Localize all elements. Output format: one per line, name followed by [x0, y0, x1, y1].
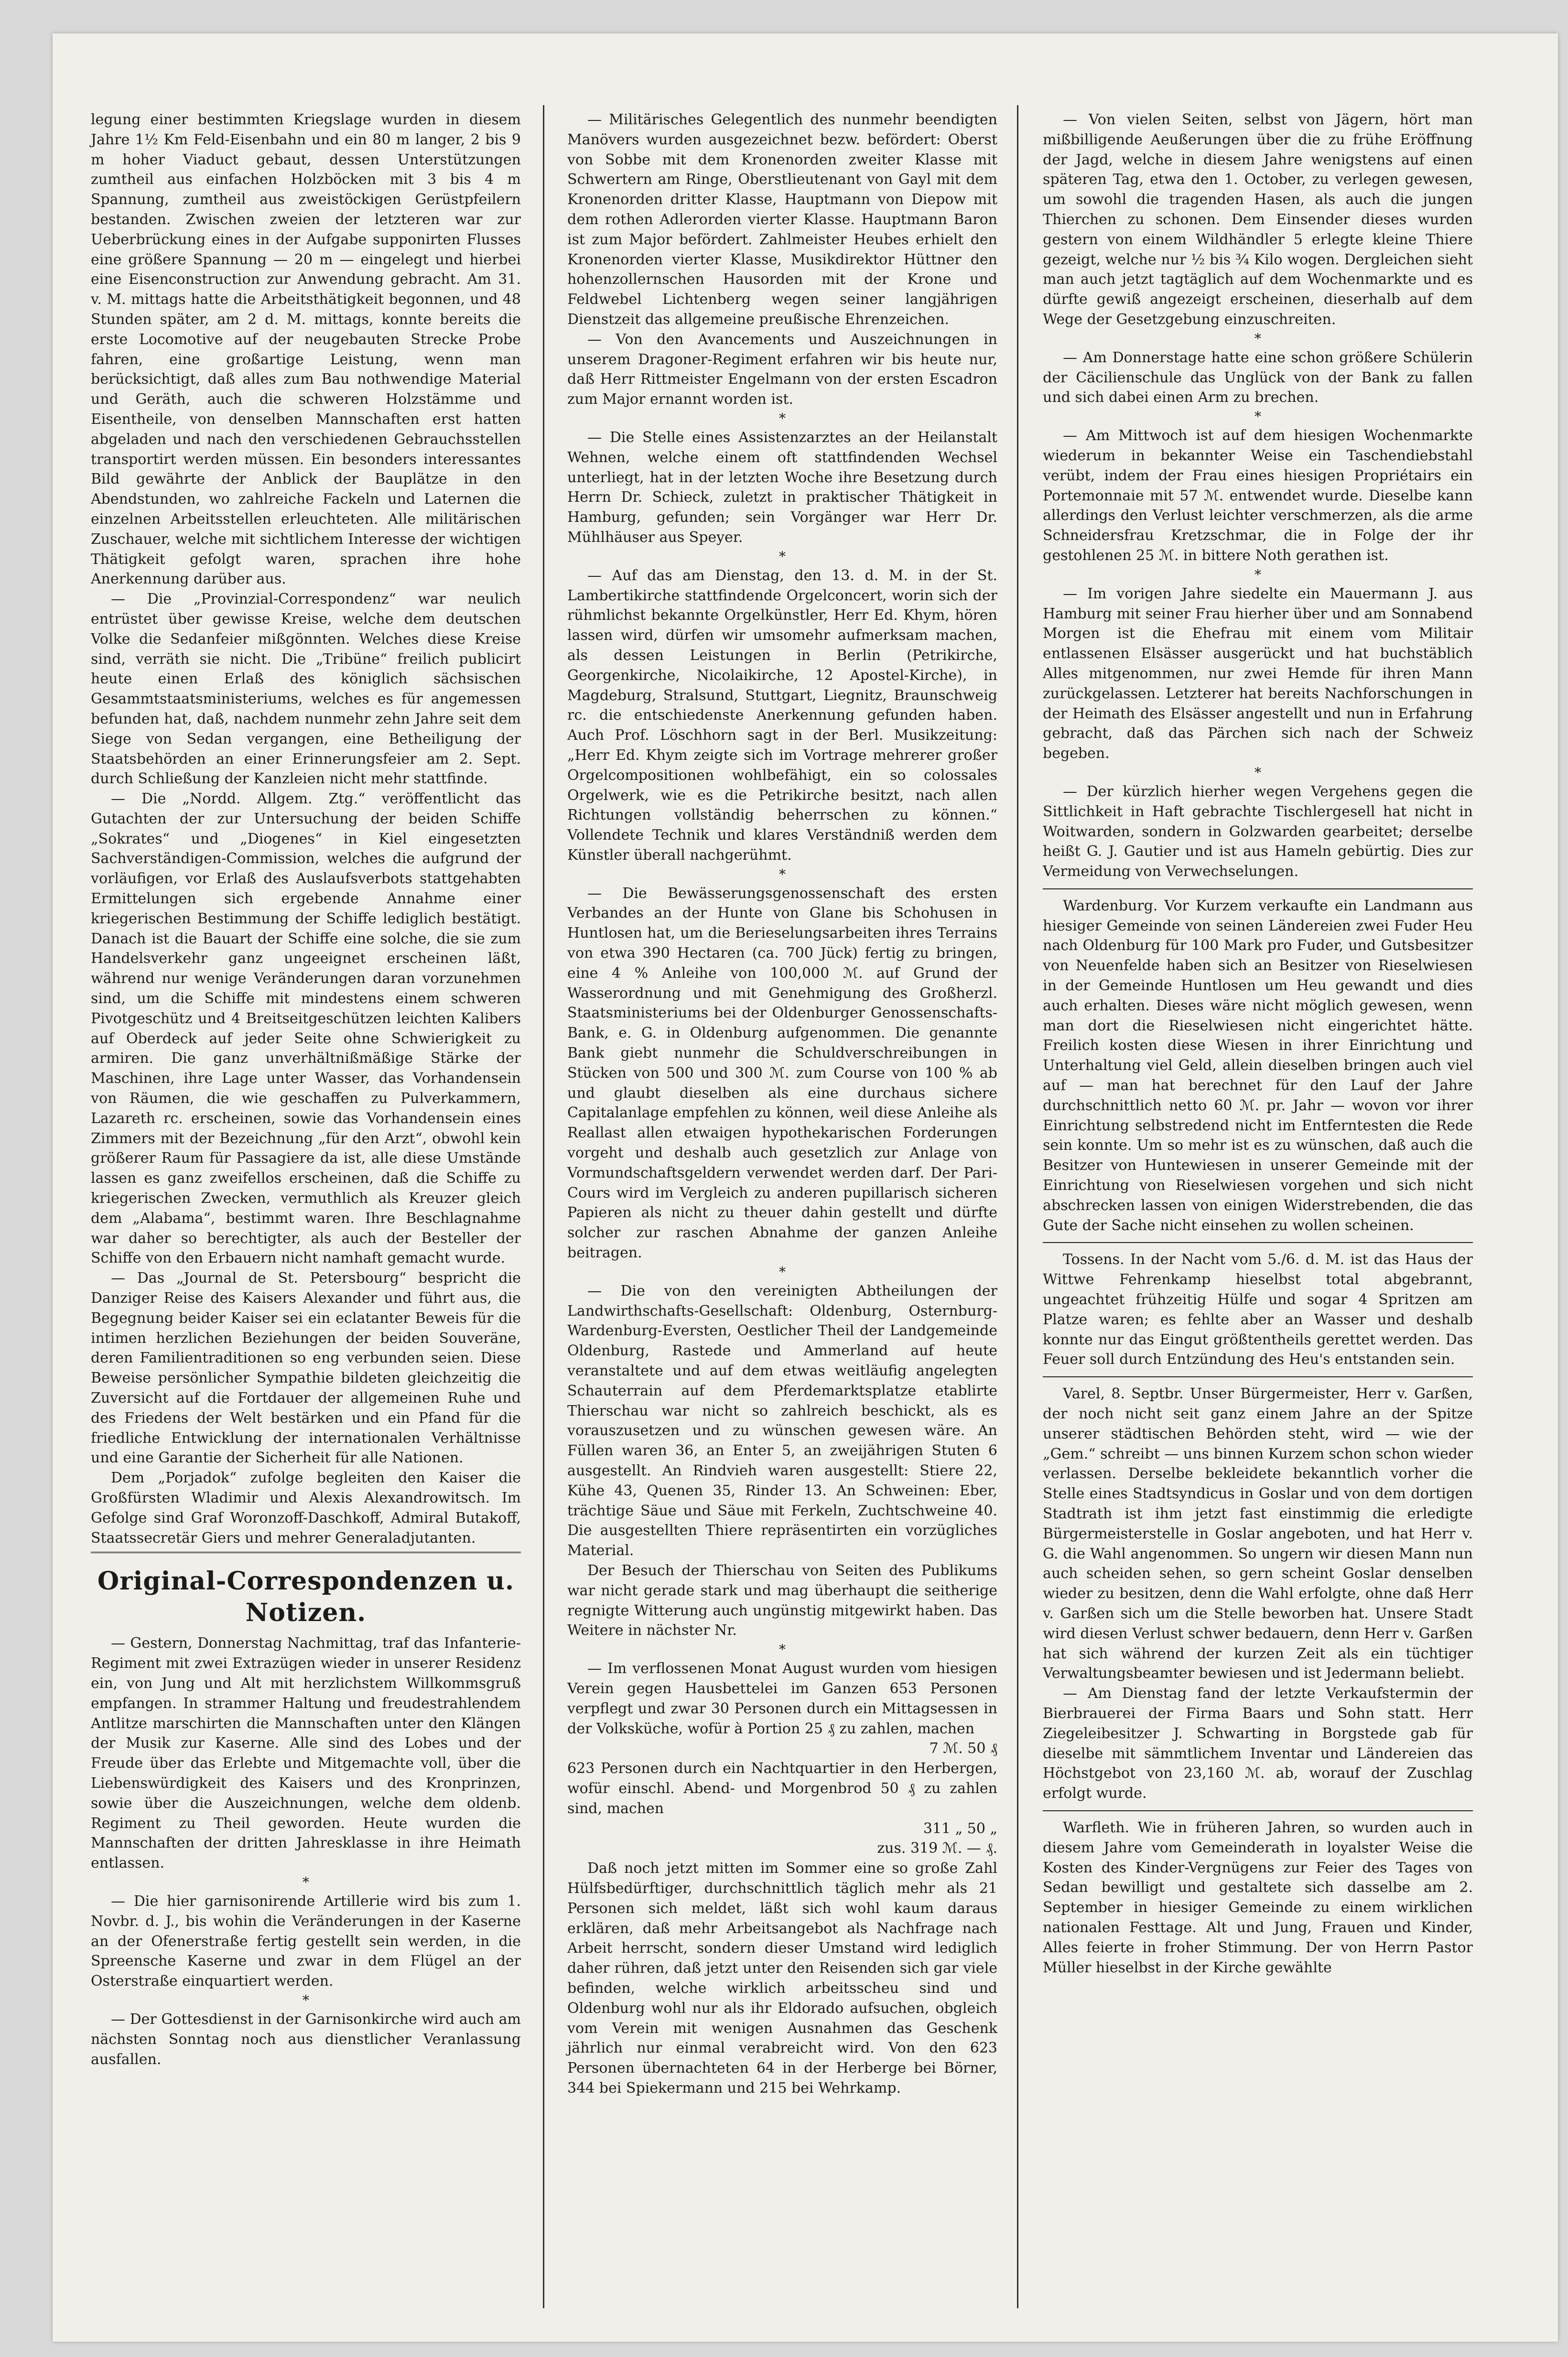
ledger-amount: 311 „ 50 „	[923, 1820, 997, 1837]
article-paragraph: — Im verflossenen Monat August wurden vom hiesigen Verein gegen Hausbettelei im Ganzen 653 Personen verpflegt und zwar 30 Personen durch ein Mittagsessen in der Volksküche, wofür à Portion 25 ₰ zu zahlen, machen	[567, 1660, 997, 1737]
article-divider	[1043, 1810, 1473, 1811]
newspaper-page	[53, 33, 1558, 2342]
article-paragraph: — Die „Nordd. Allgem. Ztg.“ veröffentlicht das Gutachten der zur Untersuchung der beiden Schiffe „Sokrates“ und „Diogenes“ in Kiel eingesetzten Sachverständigen-Commission, welches die aufgrund der vorläufigen, vor Erlaß des Auslaufsverbots stattgehabten Ermittelungen sich ergebende Annahme einer kriegerischen Bestimmung der Schiffe lediglich bestätigt. Danach ist die Bauart der Schiffe eine solche, die sie zum Handelsverkehr ganz ungeeignet erscheinen läßt, während nur wenige Veränderungen daran vorzunehmen sind, um die Schiffe mit mindestens einem schweren Pivotgeschütz und 4 Breitseitgeschützen leichten Kalibers auf Oberdeck auf jeder Seite ohne Schwierigkeit zu armiren. Die ganz unverhältnißmäßige Stärke der Maschinen, ihre Lage unter Wasser, das Vorhandensein von Räumen, die wie geschaffen zu Pulverkammern, Lazareth rc. erscheinen, sowie das Vorhandensein eines Zimmers mit der Bezeichnung „für den Arzt“, obwohl kein größerer Raum für Passagiere da ist, alle diese Umstände lassen es ganz zweifellos erscheinen, daß die Schiffe zu kriegerischen Zwecken, vermuthlich als Kreuzer gleich dem „Alabama“, bestimmt waren. Ihre Beschlagnahme war daher so berechtigter, als auch der Besteller der Schiffe von den Erbauern nicht namhaft gemacht wurde.	[91, 790, 521, 1267]
article-divider	[1043, 1242, 1473, 1243]
article-paragraph: Dem „Porjadok“ zufolge begleiten den Kaiser die Großfürsten Wladimir und Alexis Alexandrowitsch. Im Gefolge sind Graf Woronzoff-Daschkoff, Admiral Butakoff, Staatssecretär Giers und mehrer Generaladjutanten.	[91, 1470, 521, 1546]
article-paragraph: — Die Bewässerungsgenossenschaft des ersten Verbandes an der Hunte von Glane bis Schohusen in Huntlosen hat, um die Berieselungsarbeiten ihres Terrains von etwa 390 Hectaren (ca. 700 Jück) fertig zu bringen, eine 4 % Anleihe von 100,000 ℳ. auf Grund der Wasserordnung und mit Genehmigung des Großherzl. Staatsministeriums bei der Oldenburger Genossenschafts-Bank, e. G. in Oldenburg aufgenommen. Die genannte Bank giebt nunmehr die Schuldverschreibungen in Stücken von 500 und 300 ℳ. zum Course von 100 % ab und glaubt dieselben als eine durchaus sichere Capitalanlage empfehlen zu können, weil diese Anleihe als Reallast allen etwaigen hypothekarischen Forderungen vorgeht und deshalb auch gesetzlich zur Anlage von Vormundschaftsgeldern verwendet werden darf. Der Pari-Cours wird im Vergleich zu anderen pupillarisch sicheren Papieren als nicht zu theuer dahin gestellt und dürfte solcher zur raschen Abnahme der ganzen Anleihe beitragen.	[567, 885, 997, 1262]
article-paragraph: — Von den Avancements und Auszeichnungen in unserem Dragoner-Regiment erfahren wir bis heute nur, daß Herr Rittmeister Engelmann von der ersten Escadron zum Major ernannt worden ist.	[567, 331, 997, 408]
article-paragraph: — Die Stelle eines Assistenzarztes an der Heilanstalt Wehnen, welche einem oft stattfindenden Wechsel unterliegt, hat in der letzten Woche ihre Besetzung durch Herrn Dr. Schieck, zuletzt in praktischer Thätigkeit in Hamburg, gefunden; sein Vorgänger war Herr Dr. Mühlhäuser aus Speyer.	[567, 429, 997, 546]
column-2	[567, 110, 997, 2098]
article-paragraph: — Militärisches Gelegentlich des nunmehr beendigten Manövers wurden ausgezeichnet bezw. befördert: Oberst von Sobbe mit dem Kronenorden zweiter Klasse mit Schwertern am Ringe, Oberstlieutenant von Gayl mit dem Kronenorden dritter Klasse, Hauptmann von Diepow mit dem rothen Adlerorden vierter Klasse. Hauptmann Baron ist zum Major befördert. Zahlmeister Heubes erhielt den Kronenorden vierter Klasse, Musikdirektor Hüttner den hohenzollernschen Hausorden mit der Krone und Feldwebel Lichtenberg wegen seiner langjährigen Dienstzeit das allgemeine preußische Ehrenzeichen.	[567, 111, 997, 328]
article-divider	[1043, 1376, 1473, 1377]
ledger-line: 623 Personen durch ein Nachtquartier in den Herbergen, wofür einschl. Abend- und Morgenbrod 50 ₰ zu zahlen sind, machen	[567, 1760, 997, 1817]
column-3	[1043, 110, 1473, 1978]
separator-star: *	[779, 410, 786, 426]
article-divider	[1043, 888, 1473, 889]
article-paragraph: Wardenburg. Vor Kurzem verkaufte ein Landmann aus hiesiger Gemeinde von seinen Ländereien zwei Fuder Heu nach Oldenburg für 100 Mark pro Fuder, und Gutsbesitzer von Neuenfelde haben sich an Besitzer von Rieselwiesen in der Gemeinde Huntlosen um Heu gewandt und dies auch erhalten. Dieses wäre nicht möglich gewesen, wenn man dort die Rieselwiesen nicht eingerichtet hätte. Freilich kosten diese Wiesen in ihrer Einrichtung und Unterhaltung viel Geld, allein dieselben bringen auch viel auf — man hat berechnet für den Lauf der Jahre durchschnittlich netto 60 ℳ. pr. Jahr — wovon vor ihrer Einrichtung selbstredend nicht im Entferntesten die Rede sein konnte. Um so mehr ist es zu wünschen, daß auch die Besitzer von Huntewiesen in unserer Gemeinde mit der Einrichtung von Rieselwiesen vorgehen und sich nicht abschrecken lassen von einigen Widerstrebenden, die das Gute der Sache nicht einsehen zu wollen scheinen.	[1043, 897, 1473, 1234]
separator-star: *	[1254, 409, 1261, 425]
article-paragraph: — Am Dienstag fand der letzte Verkaufstermin der Bierbrauerei der Firma Baars und Sohn statt. Herr Ziegeleibesitzer J. Schwarting in Borgstede gab für dieselbe mit sämmtlichem Inventar und Ländereien das Höchstgebot von 23,160 ℳ. ab, worauf der Zuschlag erfolgt wurde.	[1043, 1685, 1473, 1802]
separator-star: *	[303, 1992, 309, 2008]
article-paragraph: Tossens. In der Nacht vom 5./6. d. M. ist das Haus der Wittwe Fehrenkamp hieselbst total abgebrannt, ungeachtet frühzeitig Hülfe und sogar 4 Spritzen am Platze waren; es fehlte aber an Wasser und deshalb konnte nur das Eingut größtentheils gerettet werden. Das Feuer soll durch Entzündung des Heu's entstanden sein.	[1043, 1251, 1473, 1368]
article-paragraph: — Am Donnerstage hatte eine schon größere Schülerin der Cäcilienschule das Unglück von der Bank zu fallen und sich dabei einen Arm zu brechen.	[1043, 349, 1473, 406]
separator-star: *	[779, 866, 786, 882]
separator-star: *	[779, 1264, 786, 1280]
column-rule	[543, 105, 544, 2308]
separator-star: *	[779, 548, 786, 564]
article-paragraph: — Am Mittwoch ist auf dem hiesigen Wochenmarkte wiederum in bekannter Weise ein Taschendiebstahl verübt, indem der Frau eines hiesigen Propriétairs ein Portemonnaie mit 57 ℳ. entwendet wurde. Dieselbe kann allerdings den Verlust leichter verschmerzen, als die arme Schneidersfrau Kretzschmar, die in Folge der ihr gestohlenen 25 ℳ. in bittere Noth gerathen ist.	[1043, 427, 1473, 564]
article-paragraph: Varel, 8. Septbr. Unser Bürgermeister, Herr v. Garßen, der noch nicht seit ganz einem Jahre an der Spitze unserer städtischen Behörden steht, wird — wie der „Gem.“ schreibt — uns binnen Kurzem schon schon wieder verlassen. Derselbe bekleidete bekanntlich vorher die Stelle eines Stadtsyndicus in Goslar und von dem dortigen Stadtrath ist ihm jetzt fast einstimmig die erledigte Bürgermeisterstelle in Goslar angeboten, und hat Herr v. G. die Wahl angenommen. So ungern wir diesen Mann nun auch scheiden sehen, so gern scheint Goslar denselben wieder zu besitzen, denn die Wahl erfolgte, ohne daß Herr v. Garßen sich um die Stelle beworben hat. Unsere Stadt wird diesen Verlust schwer bedauern, denn Herr v. Garßen hat sich während der kurzen Zeit als ein tüchtiger Verwaltungsbeamter bewiesen und ist Jedermann beliebt.	[1043, 1385, 1473, 1682]
article-paragraph: — Der Gottesdienst in der Garnisonkirche wird auch am nächsten Sonntag noch aus dienstlicher Veranlassung ausfallen.	[91, 2011, 521, 2068]
article-paragraph: Daß noch jetzt mitten im Sommer eine so große Zahl Hülfsbedürftiger, durchschnittlich täglich mehr als 21 Personen sich meldet, läßt sich wohl kaum daraus erklären, daß mehr Arbeitsangebot als Nachfrage nach Arbeit herrscht, sondern dieser Umstand wird lediglich daher rühren, daß jetzt unter den Reisenden sich gar viele befinden, welche wirklich arbeitsscheu sind und Oldenburg wohl nur als ihr Eldorado aufsuchen, obgleich vom Verein mit wenigen Ausnahmen das Geschenk jährlich nur einmal verabreicht wird. Von den 623 Personen übernachteten 64 in der Herberge bei Börner, 344 bei Spiekermann und 215 bei Wehrkamp.	[567, 1860, 997, 2097]
article-paragraph: — Das „Journal de St. Petersbourg“ bespricht die Danziger Reise des Kaisers Alexander und führt aus, die Begegnung beider Kaiser sei ein eclatanter Beweis für die intimen herzlichen Beziehungen der beiden Souveräne, deren Familientraditionen so eng verbunden seien. Diese Beweise persönlicher Sympathie bildeten gleichzeitig die Zuversicht auf die Fortdauer der allgemeinen Ruhe und des Friedens der Welt bestärken und ein Pfand für die friedliche Entwicklung der internationalen Verhältnisse und eine Garantie der Sicherheit für alle Nationen.	[91, 1270, 521, 1467]
article-paragraph: Der Besuch der Thierschau von Seiten des Publikums war nicht gerade stark und mag überhaupt die seitherige regnigte Witterung auch ungünstig mitgewirkt haben. Das Weitere in nächster Nr.	[567, 1562, 997, 1639]
article-paragraph: — Gestern, Donnerstag Nachmittag, traf das Infanterie-Regiment mit zwei Extrazügen wieder in unserer Residenz ein, von Jung und Alt mit herzlichstem Willkommsgruß empfangen. In strammer Haltung und freudestrahlendem Antlitze marschirten die Mannschaften unter den Klängen der Musik zur Kaserne. Alle sind des Lobes und der Freude über das Erlebte und Mitgemachte voll, über die Liebenswürdigkeit des Kaisers und des Kronprinzen, sowie über die Auszeichnungen, welche dem oldenb. Regiment zu Theil geworden. Heute wurden die Mannschaften der dritten Jahresklasse in ihre Heimath entlassen.	[91, 1635, 521, 1872]
article-paragraph: legung einer bestimmten Kriegslage wurden in diesem Jahre 1½ Km Feld-Eisenbahn und ein 80 m langer, 2 bis 9 m hoher Viaduct gebaut, dessen Unterstützungen zumtheil aus einfachen Holzböcken mit 3 bis 4 m Spannung, zumtheil aus zweistöckigen Gerüstpfeilern bestanden. Zwischen zweien der letzteren war zur Ueberbrückung eines in der Aufgabe supponirten Flusses eine größere Spannung — 20 m — eingelegt und hierbei eine Eisenconstruction zur Anwendung gebracht. Am 31. v. M. mittags hatte die Arbeitsthätigkeit begonnen, und 48 Stunden später, am 2 d. M. mittags, konnte bereits die erste Locomotive auf der neugebauten Strecke Probe fahren, eine großartige Leistung, wenn man berücksichtigt, daß alles zum Bau nothwendige Material und Geräth, auch die schweren Holzstämme und Eisentheile, von denselben Mannschaften erst hatten abgeladen und nach den verschiedenen Gebrauchsstellen transportirt werden müssen. Ein besonders interessantes Bild gewährte der Anblick der Bauplätze in den Abendstunden, wo zahlreiche Fackeln und Laternen die einzelnen Arbeitsstellen erleuchteten. Alle militärischen Zuschauer, welche mit sichtlichem Interesse der wichtigen Thätigkeit gefolgt waren, sprachen ihre hohe Anerkennung darüber aus.	[91, 111, 521, 588]
article-paragraph: — Der kürzlich hierher wegen Vergehens gegen die Sittlichkeit in Haft gebrachte Tischlergesell hat nicht in Woitwarden, sondern in Golzwarden gearbeitet; derselbe heißt G. J. Gautier und ist aus Hameln gebürtig. Dies zur Vermeidung von Verwechselungen.	[1043, 783, 1473, 880]
section-divider	[91, 1552, 521, 1556]
article-paragraph: — Die hier garnisonirende Artillerie wird bis zum 1. Novbr. d. J., bis wohin die Veränderungen in der Kaserne an der Ofenerstraße fertig gestellt sein werden, in die Spreensche Kaserne und zwar in dem Flügel an der Osterstraße einquartiert werden.	[91, 1892, 521, 1990]
article-paragraph: — Im vorigen Jahre siedelte ein Mauermann J. aus Hamburg mit seiner Frau hierher über und am Sonnabend Morgen ist die Ehefrau mit einem vom Militair entlassenen Elsässer ausgerückt und hat buchstäblich Alles mitgenommen, nur zwei Hemde für ihren Mann zurückgelassen. Letzterer hat bereits Nachforschungen in der Heimath des Elsässer angestellt und nun in Erfahrung gebracht, daß das Pärchen sich nach der Schweiz begeben.	[1043, 585, 1473, 762]
separator-star: *	[1254, 330, 1261, 346]
article-paragraph: — Die „Provinzial-Correspondenz“ war neulich entrüstet über gewisse Kreise, welche dem deutschen Volke die Sedanfeier mißgönnten. Welches diese Kreise sind, verräth sie nicht. Die „Tribüne“ freilich publicirt heute einen Erlaß des königlich sächsischen Gesammtstaatsministeriums, welches es für angemessen befunden hat, daß, nachdem nunmehr zehn Jahre seit dem Siege von Sedan vergangen, eine Betheiligung der Staatsbehörden an einer Erinnerungsfeier am 2. Sept. durch Schließung der Kanzleien nicht mehr stattfinde.	[91, 591, 521, 788]
ledger-total: zus. 319 ℳ. — ₰.	[877, 1840, 997, 1857]
article-paragraph: — Auf das am Dienstag, den 13. d. M. in der St. Lambertikirche stattfindende Orgelconcert, worin sich der rühmlichst bekannte Orgelkünstler, Herr Ed. Khym, hören lassen wird, dürfen wir umsomehr aufmerksam machen, als dessen Leistungen in Berlin (Petrikirche, Georgenkirche, Nicolaikirche, 12 Apostel-Kirche), in Magdeburg, Stralsund, Stuttgart, Liegnitz, Braunschweig rc. die entschiedenste Anerkennung gefunden haben. Auch Prof. Löschhorn sagt in der Berl. Musikzeitung: „Herr Ed. Khym zeigte sich im Vortrage mehrerer großer Orgelcompositionen wohlbefähigt, ein so colossales Orgelwerk, wie es die Petrikirche besitzt, nach allen Richtungen vollständig beherrschen zu können.“ Vollendete Technik und klares Verständniß werden dem Künstler überall nachgerühmt.	[567, 567, 997, 864]
column-1	[91, 110, 521, 2069]
section-title: Original-Correspondenzen u. Notizen.	[97, 1567, 515, 1628]
separator-star: *	[1254, 566, 1261, 583]
article-paragraph: — Von vielen Seiten, selbst von Jägern, hört man mißbilligende Aeußerungen über die zu frühe Eröffnung der Jagd, welche in diesem Jahre wenigstens auf einen späteren Tag, etwa den 1. October, zu verlegen gewesen, um sowohl die tragenden Hasen, als auch die jungen Thierchen zu schonen. Dem Einsender dieses wurden gestern von einem Wildhändler 5 erlegte kleine Thiere gezeigt, welche nur ½ bis ¾ Kilo wogen. Dergleichen sieht man auch jetzt tagtäglich auf dem Wochenmarkte und es dürfte gewiß angezeigt erscheinen, dieserhalb auf dem Wege der Gesetzgebung einzuschreiten.	[1043, 111, 1473, 328]
separator-star: *	[779, 1642, 786, 1658]
ledger-amount: 7 ℳ. 50 ₰	[929, 1740, 997, 1757]
column-rule	[1017, 105, 1018, 2308]
separator-star: *	[1254, 764, 1261, 780]
article-paragraph: — Die von den vereinigten Abtheilungen der Landwirthschafts-Gesellschaft: Oldenburg, Osternburg-Wardenburg-Eversten, Oestlicher Theil der Landgemeinde Oldenburg, Rastede und Ammerland auf heute veranstaltete und auf dem etwas weitläufig angelegten Schauterrain auf dem Pferdemarktsplatze etablirte Thierschau war nicht so zahlreich beschickt, als es vorauszusetzen und zu wünschen gewesen wäre. An Füllen waren 36, an Enter 5, an zweijährigen Stuten 6 ausgestellt. An Rindvieh waren ausgestellt: Stiere 22, Kühe 43, Quenen 35, Rinder 13. An Schweinen: Eber, trächtige Säue und Säue mit Ferkeln, Zuchtschweine 40. Die ausgestellten Thiere repräsentirten ein vorzügliches Material.	[567, 1282, 997, 1559]
separator-star: *	[303, 1874, 309, 1890]
article-paragraph: Warfleth. Wie in früheren Jahren, so wurden auch in diesem Jahre vom Gemeinderath in loyalster Weise die Kosten des Kinder-Vergnügens zur Feier des Tages von Sedan bewilligt und gestaltete sich dasselbe am 2. September in hiesiger Gemeinde zu einem wirklichen nationalen Festtage. Alt und Jung, Frauen und Kinder, Alles feierte in froher Stimmung. Der von Herrn Pastor Müller hieselbst in der Kirche gewählte	[1043, 1819, 1473, 1976]
